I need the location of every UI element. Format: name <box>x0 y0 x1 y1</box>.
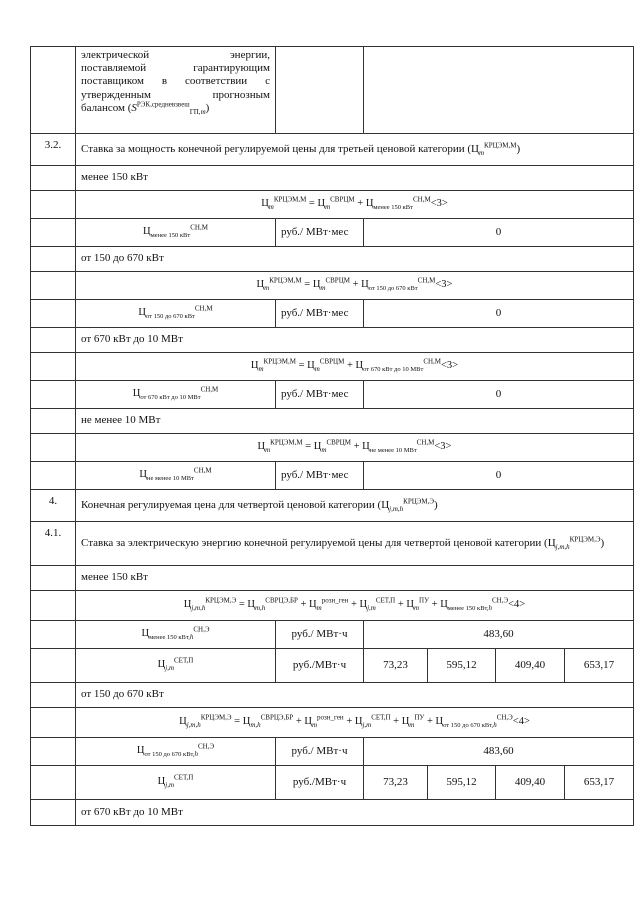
unit-cell: руб./ МВт·мес <box>276 462 364 490</box>
value-cell: 409,40 <box>496 649 565 683</box>
rate-label: $Ц_{от 150 до 670 кВт}^{СН,М}$ <box>76 300 276 328</box>
value-cell: 73,23 <box>364 649 428 683</box>
band-row <box>31 166 634 191</box>
band-row <box>31 800 634 826</box>
value-cell: 483,60 <box>364 621 634 649</box>
desc-line: электрической энергии, <box>81 49 270 61</box>
formula-3: $Ц_m^{КРЦЭМ,М} = Ц_m^{СВРЦМ} + Ц_{не менее 10 МВт}^{СН,М}<3>$ <box>76 434 634 462</box>
section-number: 3.2. <box>31 134 76 166</box>
data-row <box>31 766 634 800</box>
rate-label: $Ц_{менее 150 кВт,h}^{СН,Э}$ <box>76 621 276 649</box>
data-row <box>31 649 634 683</box>
band-label: от 670 кВт до 10 МВт <box>76 328 634 353</box>
section-number: 4. <box>31 490 76 522</box>
num-cell <box>31 47 76 134</box>
value-cell: 73,23 <box>364 766 428 800</box>
unit-cell: руб./ МВт·мес <box>276 300 364 328</box>
formula-3: $Ц_m^{КРЦЭМ,М} = Ц_m^{СВРЦМ} + Ц_{менее 150 кВт}^{СН,М}<3>$ <box>76 191 634 219</box>
rate-label: $Ц_{от 670 кВт до 10 МВт}^{СН,М}$ <box>76 381 276 409</box>
unit-cell <box>276 47 364 134</box>
formula-row <box>31 191 634 219</box>
unit-cell: руб./ МВт·мес <box>276 381 364 409</box>
rate-label: $Ц_{от 150 до 670 кВт,h}^{СН,Э}$ <box>76 738 276 766</box>
value-cell: 595,12 <box>428 649 496 683</box>
formula-row <box>31 272 634 300</box>
tariff-table <box>30 46 634 826</box>
formula-row <box>31 434 634 462</box>
rate-label: $Ц_{j,m}^{СЕТ,П}$ <box>76 766 276 800</box>
balance-description <box>76 47 276 134</box>
formula-3: $Ц_m^{КРЦЭМ,М} = Ц_m^{СВРЦМ} + Ц_{от 670 кВт до 10 МВт}^{СН,М}<3>$ <box>76 353 634 381</box>
band-label: от 150 до 670 кВт <box>76 683 634 708</box>
unit-cell: руб./ МВт·ч <box>276 621 364 649</box>
desc-line: поставщиком в соответствии с <box>81 75 270 88</box>
rate-label: $Ц_{менее 150 кВт}^{СН,М}$ <box>76 219 276 247</box>
desc-line: поставляемой гарантирующим <box>81 62 270 75</box>
value-cell: 595,12 <box>428 766 496 800</box>
value-cell: 653,17 <box>565 649 634 683</box>
section-title: Ставка за мощность конечной регулируемой цены для третьей ценовой категории $(Ц_m^{КРЦЭМ,М})$ <box>76 134 634 166</box>
value-cell: 0 <box>364 462 634 490</box>
section-number: 4.1. <box>31 522 76 566</box>
formula-4: $Ц_{j,m,h}^{КРЦЭМ,Э} = Ц_{m,h}^{СВРЦЭ,БР} + Ц_m^{розн\_ген} + Ц_{j,m}^{СЕТ,П} + Ц_m^{ПУ} + Ц_{менее 150 кВт,h}^{СН,Э}<4>$ <box>76 591 634 621</box>
unit-cell: руб./МВт·ч <box>276 766 364 800</box>
data-row <box>31 462 634 490</box>
rate-label: $Ц_{j,m}^{СЕТ,П}$ <box>76 649 276 683</box>
desc-line: балансом $(S^{РЭК,средневзвеш}_{ГП,m})$ <box>81 100 210 116</box>
formula-4: $Ц_{j,m,h}^{КРЦЭМ,Э} = Ц_{m,h}^{СВРЦЭ,БР} + Ц_m^{розн\_ген} + Ц_{j,m}^{СЕТ,П} + Ц_m^{ПУ} + Ц_{от 150 до 670 кВт,h}^{СН,Э}<4>$ <box>76 708 634 738</box>
formula-row <box>31 591 634 621</box>
data-row <box>31 300 634 328</box>
band-label: менее 150 кВт <box>76 566 634 591</box>
section-title: Конечная регулируемая цена для четвертой ценовой категории $(Ц_{j,m,h}^{КРЦЭМ,Э})$ <box>76 490 634 522</box>
formula-row <box>31 353 634 381</box>
rate-label: $Ц_{не менее 10 МВт}^{СН,М}$ <box>76 462 276 490</box>
data-row <box>31 738 634 766</box>
unit-cell: руб./ МВт·мес <box>276 219 364 247</box>
value-cell: 0 <box>364 381 634 409</box>
band-row <box>31 409 634 434</box>
data-row <box>31 381 634 409</box>
band-row <box>31 328 634 353</box>
value-cell: 653,17 <box>565 766 634 800</box>
value-cell: 409,40 <box>496 766 565 800</box>
band-label: не менее 10 МВт <box>76 409 634 434</box>
formula-row <box>31 708 634 738</box>
value-cell <box>364 47 634 134</box>
desc-line: утвержденным прогнозным <box>81 88 270 101</box>
table-row <box>31 47 634 134</box>
value-cell: 0 <box>364 300 634 328</box>
data-row <box>31 219 634 247</box>
data-row <box>31 621 634 649</box>
formula-3: $Ц_m^{КРЦЭМ,М} = Ц_m^{СВРЦМ} + Ц_{от 150 до 670 кВт}^{СН,М}<3>$ <box>76 272 634 300</box>
unit-cell: руб./ МВт·ч <box>276 738 364 766</box>
unit-cell: руб./МВт·ч <box>276 649 364 683</box>
band-label: от 150 до 670 кВт <box>76 247 634 272</box>
value-cell: 0 <box>364 219 634 247</box>
band-row <box>31 683 634 708</box>
value-cell: 483,60 <box>364 738 634 766</box>
band-label: от 670 кВт до 10 МВт <box>76 800 634 826</box>
band-row <box>31 247 634 272</box>
section-row-3-2 <box>31 134 634 166</box>
band-row <box>31 566 634 591</box>
section-row-4-1 <box>31 522 634 566</box>
band-label: менее 150 кВт <box>76 166 634 191</box>
section-row-4 <box>31 490 634 522</box>
section-title: Ставка за электрическую энергию конечной регулируемой цены для четвертой ценовой категории $(Ц_{j,m,h}^{КРЦЭМ,Э})$ <box>76 522 634 566</box>
